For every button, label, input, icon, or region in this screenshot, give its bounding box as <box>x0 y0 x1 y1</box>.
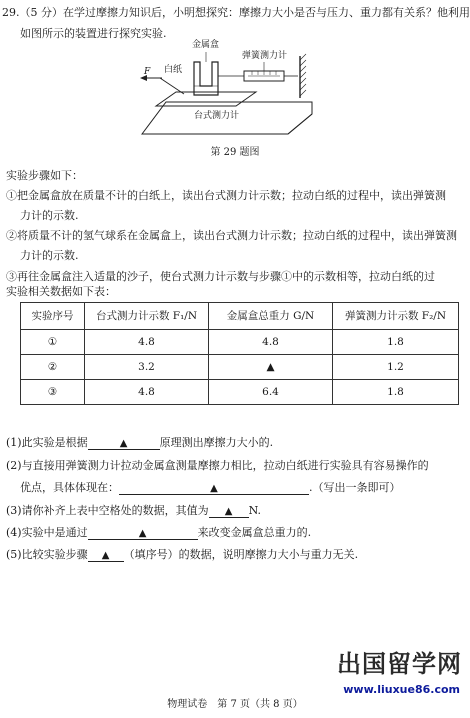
table-cell: 4.8 <box>85 380 209 405</box>
data-table <box>20 302 459 405</box>
table-row <box>21 330 459 355</box>
table-cell: ② <box>21 355 85 380</box>
question-1: (1)此实验是根据 ▲ 原理测出摩擦力大小的. <box>6 436 274 449</box>
question-2: (2)与直接用弹簧测力计拉动金属盒测量摩擦力相比，拉动白纸进行实验具有容易操作的 <box>6 459 429 472</box>
answer-blank-5[interactable]: ▲ <box>88 549 124 562</box>
table-cell: 4.8 <box>85 330 209 355</box>
table-cell: 1.8 <box>333 380 459 405</box>
answer-blank-4[interactable]: ▲ <box>88 527 198 540</box>
table-scale-label: 台式测力计 <box>194 111 240 121</box>
apparatus-diagram <box>136 40 334 144</box>
question-2-cont: 优点，具体体现在： ▲ .（写出一条即可） <box>20 481 401 494</box>
table-header-row <box>21 303 459 330</box>
table-cell-blank: ▲ <box>209 355 333 380</box>
table-header-cell: 金属盒总重力 G/N <box>209 303 333 330</box>
step-2-cont: 力计的示数. <box>20 249 79 262</box>
table-cell: 4.8 <box>209 330 333 355</box>
table-header-cell: 台式测力计示数 F₁/N <box>85 303 209 330</box>
watermark-url: www.liuxue86.com <box>343 683 460 696</box>
answer-blank-3[interactable]: ▲ <box>209 505 249 518</box>
table-cell: 1.8 <box>333 330 459 355</box>
table-cell: 6.4 <box>209 380 333 405</box>
answer-blank-2[interactable]: ▲ <box>119 482 309 495</box>
table-row <box>21 380 459 405</box>
table-cell: ③ <box>21 380 85 405</box>
question-3: (3)请你补齐上表中空格处的数据，其值为 ▲ N. <box>6 504 262 517</box>
step-3: ③再往金属盒注入适量的沙子，使台式测力计示数与步骤①中的示数相等，拉动白纸的过 <box>6 270 435 283</box>
force-label: F <box>144 67 151 77</box>
question-header: 29.（5 分）在学过摩擦力知识后，小明想探究：摩擦力大小是否与压力、重力都有关系？他利用 <box>2 6 470 19</box>
step-1: ①把金属盒放在质量不计的白纸上，读出台式测力计示数；拉动白纸的过程中，读出弹簧测 <box>6 189 446 202</box>
watermark-title: 出国留学网 <box>337 650 462 678</box>
table-cell: 3.2 <box>85 355 209 380</box>
paper-label: 白纸 <box>164 65 183 75</box>
figure-caption: 第 29 题图 <box>210 147 260 158</box>
experiment-figure <box>136 40 334 144</box>
table-cell: ① <box>21 330 85 355</box>
answer-blank-1[interactable]: ▲ <box>88 437 160 450</box>
table-cell: 1.2 <box>333 355 459 380</box>
spring-scale-label: 弹簧测力计 <box>242 51 288 61</box>
question-5: (5)比较实验步骤 ▲ （填序号）的数据，说明摩擦力大小与重力无关. <box>6 548 359 561</box>
step-1-cont: 力计的示数. <box>20 209 79 222</box>
question-header-cont: 如图所示的装置进行探究实验. <box>20 27 167 40</box>
data-intro: 实验相关数据如下表： <box>6 285 116 298</box>
question-4: (4)实验中是通过 ▲ 来改变金属盒总重力的. <box>6 526 312 539</box>
steps-intro: 实验步骤如下： <box>6 169 83 182</box>
table-header-cell: 弹簧测力计示数 F₂/N <box>333 303 459 330</box>
page-footer: 物理试卷 第 7 页（共 8 页） <box>167 699 303 710</box>
table-header-cell: 实验序号 <box>21 303 85 330</box>
table-row <box>21 355 459 380</box>
metal-box-label: 金属盒 <box>192 40 220 50</box>
step-2: ②将质量不计的氢气球系在金属盒上，读出台式测力计示数；拉动白纸的过程中，读出弹簧测 <box>6 229 457 242</box>
